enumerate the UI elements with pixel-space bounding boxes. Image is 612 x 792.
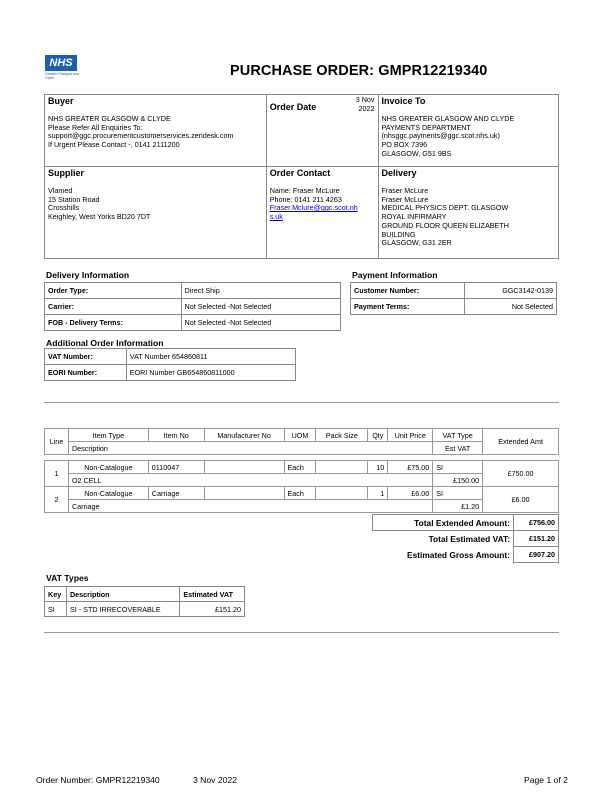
manufacturer-no xyxy=(204,461,284,474)
buyer-line: If Urgent Please Contact -, 0141 2111200 xyxy=(48,140,180,150)
supplier-line: Keighley, West Yorks BD20 7DT xyxy=(48,212,151,222)
payment-info-row xyxy=(351,299,557,315)
table-row-description xyxy=(45,474,559,487)
est-vat: £150.00 xyxy=(433,474,483,487)
additional-info-label: EORI Number: xyxy=(45,365,127,381)
delivery-info-label: FOB - Delivery Terms: xyxy=(45,315,182,331)
qty: 1 xyxy=(368,487,388,500)
buyer-heading: Buyer xyxy=(48,96,74,106)
invoice-line: GLASGOW, G51 9BS xyxy=(381,148,452,158)
buyer-line: NHS GREATER GLASGOW & CLYDE xyxy=(48,114,171,123)
line-number: 1 xyxy=(45,461,69,487)
col-extended-header: Extended Amt xyxy=(483,429,559,455)
col-line-header: Line xyxy=(45,429,69,455)
contact-email-link[interactable]: Fraser.Mclure@ggc.scot.nh xyxy=(269,203,358,213)
vat-key: SI xyxy=(45,602,67,617)
contact-name: Name: Fraser McLure xyxy=(269,186,340,195)
vat-estimated: £151.20 xyxy=(180,602,245,617)
unit-price: £6.00 xyxy=(388,487,433,500)
total-row xyxy=(373,547,559,563)
supplier-line: 15 Station Road xyxy=(48,194,100,204)
total-label: Total Estimated VAT: xyxy=(428,533,510,544)
invoice-line: (nhsggc.payments@ggc.scot.nhs.uk) xyxy=(381,131,500,141)
table-row xyxy=(45,487,559,500)
col-item-no-header: Item No xyxy=(148,429,204,442)
uom: Each xyxy=(284,461,316,474)
line-number: 2 xyxy=(45,487,69,513)
payment-info-title: Payment Information xyxy=(352,270,438,280)
delivery-line: MEDICAL PHYSICS DEPT. GLASGOW xyxy=(381,203,509,213)
col-unit-price-header: Unit Price xyxy=(388,429,433,442)
delivery-info-label: Order Type: xyxy=(45,283,182,299)
delivery-line: Fraser McLure xyxy=(381,186,429,195)
uom: Each xyxy=(284,487,316,500)
delivery-line: Fraser McLure xyxy=(381,194,429,204)
vat-types-header-row xyxy=(45,587,245,602)
delivery-info-value: Direct Ship xyxy=(181,283,340,299)
vat-description: SI - STD IRRECOVERABLE xyxy=(66,602,179,617)
footer-order-number: Order Number: GMPR12219340 xyxy=(36,775,160,785)
invoice-line: PAYMENTS DEPARTMENT xyxy=(381,122,471,132)
order-date-value-cell xyxy=(344,95,378,167)
unit-price: £75.00 xyxy=(388,461,433,474)
invoice-line: PO BOX 7396 xyxy=(381,140,428,150)
line-items-header-row xyxy=(45,429,559,442)
totals-table xyxy=(372,514,559,563)
additional-info-row xyxy=(45,365,296,381)
order-date-value: 3 Nov xyxy=(355,95,375,104)
payment-info-label: Payment Terms: xyxy=(351,299,465,315)
line-items-table xyxy=(44,428,559,513)
item-description: Carriage xyxy=(68,500,432,513)
delivery-info-row xyxy=(45,315,341,331)
order-date-year: 2022 xyxy=(358,103,375,113)
invoice-line: NHS GREATER GLASGOW AND CLYDE xyxy=(381,114,515,123)
item-type: Non-Catalogue xyxy=(68,487,148,500)
nhs-logo-text: NHS xyxy=(45,55,77,71)
delivery-info-row xyxy=(45,299,341,315)
manufacturer-no xyxy=(204,487,284,500)
col-item-type-header: Item Type xyxy=(68,429,148,442)
supplier-line: Vlamed xyxy=(48,186,73,195)
order-contact-cell xyxy=(266,167,378,259)
vat-estimated-header: Estimated VAT xyxy=(180,587,245,602)
footer-date: 3 Nov 2022 xyxy=(193,775,237,785)
pack-size xyxy=(316,487,368,500)
item-description: O2 CELL xyxy=(68,474,432,487)
table-row xyxy=(45,461,559,474)
buyer-line: support@ggc.procurementcustomerservices.zendesk.com xyxy=(48,131,234,141)
vat-types-title: VAT Types xyxy=(46,573,89,583)
vat-key-header: Key xyxy=(45,587,67,602)
delivery-cell xyxy=(378,167,558,259)
col-qty-header: Qty xyxy=(368,429,388,442)
additional-info-value: EORI Number GB654860811000 xyxy=(126,365,295,381)
col-manufacturer-header: Manufacturer No xyxy=(204,429,284,442)
page-title: PURCHASE ORDER: GMPR12219340 xyxy=(230,63,488,79)
delivery-info-table xyxy=(44,282,341,331)
extended-amount: £750.00 xyxy=(483,461,559,487)
payment-info-label: Customer Number: xyxy=(351,283,465,299)
delivery-info-value: Not Selected -Not Selected xyxy=(181,315,340,331)
nhs-logo-subtitle: Greater Glasgow and Clyde xyxy=(45,72,80,80)
additional-info-title: Additional Order Information xyxy=(46,338,164,348)
delivery-line: GROUND FLOOR QUEEN ELIZABETH xyxy=(381,220,509,230)
pack-size xyxy=(316,461,368,474)
col-vat-type-header: VAT Type xyxy=(433,429,483,442)
total-label: Total Extended Amount: xyxy=(373,515,514,531)
additional-info-value: VAT Number 654860811 xyxy=(126,349,295,365)
section-divider xyxy=(44,402,559,403)
contact-phone: Phone: 0141 211 4263 xyxy=(269,194,342,204)
total-value: £907.20 xyxy=(514,547,559,563)
total-label: Estimated Gross Amount: xyxy=(407,549,510,560)
line-items-subheader-row xyxy=(45,442,559,455)
table-row-description xyxy=(45,500,559,513)
col-pack-size-header: Pack Size xyxy=(316,429,368,442)
vat-types-table xyxy=(44,586,245,617)
total-row xyxy=(373,515,559,531)
supplier-cell xyxy=(45,167,267,259)
additional-info-label: VAT Number: xyxy=(45,349,127,365)
total-row xyxy=(373,531,559,547)
total-value: £756.00 xyxy=(514,515,559,531)
item-no: Carriage xyxy=(148,487,204,500)
extended-amount: £6.00 xyxy=(483,487,559,513)
total-value: £151.20 xyxy=(514,531,559,547)
est-vat: £1.20 xyxy=(433,500,483,513)
vat-description-header: Description xyxy=(66,587,179,602)
buyer-line: Please Refer All Enquiries To: xyxy=(48,122,143,132)
table-row xyxy=(45,602,245,617)
contact-email-link-cont[interactable]: s.uk xyxy=(269,212,283,222)
invoice-to-cell xyxy=(378,95,558,167)
item-type: Non-Catalogue xyxy=(68,461,148,474)
order-date-heading: Order Date xyxy=(269,102,317,112)
payment-info-value: GGC3142-0139 xyxy=(465,283,557,299)
nhs-logo xyxy=(45,55,83,85)
payment-info-table xyxy=(350,282,557,315)
invoice-to-heading: Invoice To xyxy=(381,96,426,106)
additional-info-row xyxy=(45,349,296,365)
delivery-info-value: Not Selected -Not Selected xyxy=(181,299,340,315)
delivery-line: GLASGOW, G31 2ER xyxy=(381,238,452,248)
supplier-line: Crosshills xyxy=(48,203,80,213)
qty: 10 xyxy=(368,461,388,474)
footer-page-number: Page 1 of 2 xyxy=(524,775,568,785)
supplier-heading: Supplier xyxy=(48,168,85,178)
col-uom-header: UOM xyxy=(284,429,316,442)
section-divider xyxy=(44,632,559,633)
delivery-line: ROYAL INFIRMARY xyxy=(381,212,447,222)
order-contact-heading: Order Contact xyxy=(269,168,331,178)
delivery-info-row xyxy=(45,283,341,299)
delivery-info-label: Carrier: xyxy=(45,299,182,315)
col-description-header: Description xyxy=(68,442,432,455)
item-no: 0110047 xyxy=(148,461,204,474)
order-date-label-cell xyxy=(266,95,344,167)
buyer-cell xyxy=(45,95,267,167)
header-table xyxy=(44,94,559,259)
additional-info-table xyxy=(44,348,296,381)
delivery-info-title: Delivery Information xyxy=(46,270,130,280)
payment-info-row xyxy=(351,283,557,299)
payment-info-value: Not Selected xyxy=(465,299,557,315)
delivery-heading: Delivery xyxy=(381,168,417,178)
delivery-line: BUILDING xyxy=(381,229,416,239)
vat-type: SI xyxy=(433,487,483,500)
vat-type: SI xyxy=(433,461,483,474)
col-est-vat-header: Est VAT xyxy=(433,442,483,455)
